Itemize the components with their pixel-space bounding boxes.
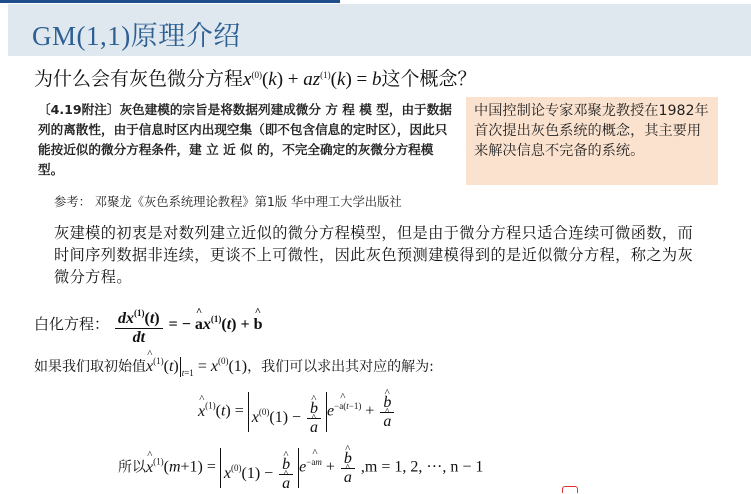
callout-text: 中国控制论专家邓聚龙教授在1982年首次提出灰色系统的概念，其主要用来解决信息不完备的系统。 — [474, 103, 709, 159]
so-label: 所以 — [118, 459, 146, 476]
discrete-solution-equation: 所以^ $x^{(1)}(m+1) = x^{(0)}(1)$ − ^ b ^ a $e^{-\^{} am}$ + ^ b ^ a ,m = 1, 2, ···, n − 1 — [118, 448, 483, 488]
range-text: ,m = 1, 2, ···, n − 1 — [360, 458, 484, 476]
solution-equation: ^ $x^{(1)}(t) = x^{(0)}(1)$ − ^ b ^ a $e^{-\^{} a(t-1)}$ + ^ b ^ a — [198, 392, 396, 432]
initial-prefix: 如果我们取初始值 — [34, 359, 146, 375]
reference-line: 参考： 邓聚龙《灰色系统理论教程》第1版 华中理工大学出版社 — [54, 195, 402, 209]
whitening-label: 白化方程： — [34, 315, 110, 334]
derivative-fraction: $\frac{dx^{(1)}(t)}{dt}$ — [115, 304, 163, 347]
callout-box — [466, 97, 718, 185]
initial-value-line: 如果我们取初始值^ $x^{(1)}(t) _{t=1} = x^{(0)}(1)$，我们可以求出其对应的解为: — [34, 356, 434, 378]
question-suffix: 这个概念？ — [381, 69, 477, 90]
initial-suffix: ，我们可以求出其对应的解为: — [247, 359, 434, 375]
question-prefix: 为什么会有灰色微分方程 — [34, 69, 244, 90]
whitening-equation: 白化方程： $\frac{dx^{(1)}(t)}{dt}$ = − ^ $ax^{(1)}(t)$ + ^ b — [34, 304, 263, 347]
question-line — [34, 64, 477, 91]
slide-title: GM(1,1)原理介绍 — [32, 21, 241, 51]
grey-equation-inline: $x^{(0)}(k) + az^{(1)}(k) = b$ — [243, 69, 382, 90]
top-accent-line — [0, 0, 340, 3]
appendix-note: 〔4.19附注〕灰色建模的宗旨是将数据列建成微分 方 程 模 型，由于数据列的离散性，由于信息时区内出现空集（即不包含信息的定时区），因此只能按近似的微分方程条件，建 立 近 似 的，不完全确定的灰微分方程模型。 — [38, 102, 452, 177]
intro-paragraph: 灰建模的初衷是对数列建立近似的微分方程模型，但是由于微分方程只适合连续可微函数，而时间序列数据非连续，更谈不上可微性，因此灰色预测建模得到的是近似微分方程，称之为灰微分方程。 — [54, 224, 694, 286]
